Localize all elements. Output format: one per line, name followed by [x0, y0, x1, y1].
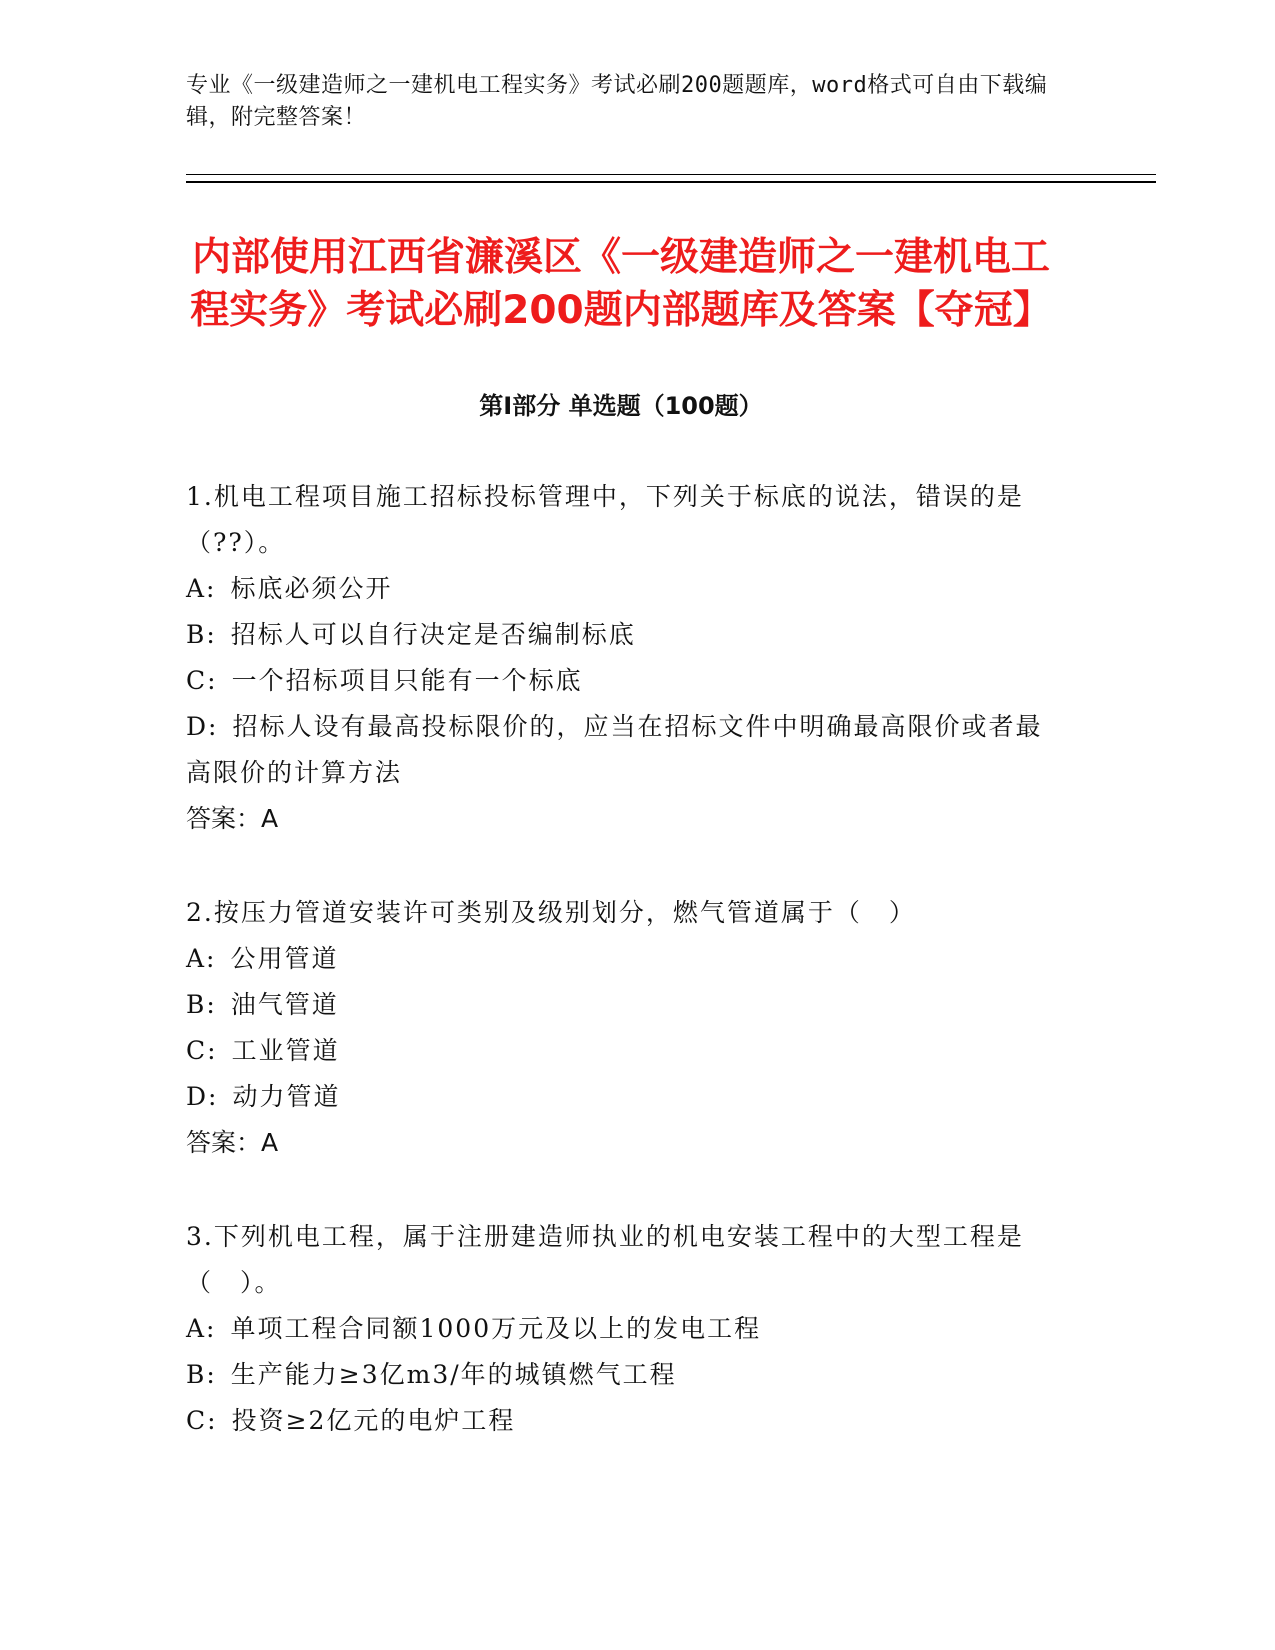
option-text: 标底必须公开	[230, 574, 393, 603]
option-a	[186, 1306, 1056, 1352]
document-page	[186, 70, 1156, 1492]
option-b	[186, 982, 1056, 1028]
option-text: 投资≥2亿元的电炉工程	[231, 1406, 516, 1435]
option-letter: A:	[186, 1314, 217, 1343]
option-text: 生产能力≥3亿m3/年的城镇燃气工程	[230, 1360, 677, 1389]
option-text: 招标人设有最高投标限价的，应当在招标文件中明确最高限价或者最高限价的计算方法	[186, 712, 1043, 787]
header-note: 专业《一级建造师之一建机电工程实务》考试必刷200题题库，word格式可自由下载编辑，附完整答案！	[186, 73, 1048, 130]
question-1	[186, 474, 1156, 842]
option-b	[186, 612, 1056, 658]
answer-line: 答案：A	[186, 804, 279, 833]
option-text: 油气管道	[230, 990, 339, 1019]
option-text: 公用管道	[230, 944, 339, 973]
option-c	[186, 1398, 1056, 1444]
option-text: 工业管道	[231, 1036, 340, 1065]
option-c	[186, 658, 1056, 704]
question-stem: 1.机电工程项目施工招标投标管理中，下列关于标底的说法，错误的是（??）。	[186, 482, 1024, 557]
document-title: 内部使用江西省濂溪区《一级建造师之一建机电工程实务》考试必刷200题内部题库及答案【夺冠】	[190, 235, 1052, 333]
option-letter: D:	[186, 712, 219, 741]
option-d	[186, 704, 1056, 796]
option-letter: A:	[186, 944, 217, 973]
option-a	[186, 936, 1056, 982]
option-c	[186, 1028, 1056, 1074]
option-letter: C:	[186, 1036, 218, 1065]
option-text: 招标人可以自行决定是否编制标底	[230, 620, 636, 649]
question-3	[186, 1214, 1156, 1444]
section-title: 第Ⅰ部分 单选题（100题）	[479, 392, 763, 420]
option-text: 动力管道	[232, 1082, 341, 1111]
option-letter: C:	[186, 666, 218, 695]
option-letter: B:	[186, 620, 217, 649]
option-letter: A:	[186, 574, 217, 603]
option-b	[186, 1352, 1056, 1398]
option-text: 一个招标项目只能有一个标底	[231, 666, 583, 695]
option-a	[186, 566, 1056, 612]
option-letter: B:	[186, 990, 217, 1019]
question-stem: 2.按压力管道安装许可类别及级别划分，燃气管道属于（ ）	[186, 898, 916, 927]
option-letter: C:	[186, 1406, 218, 1435]
option-letter: B:	[186, 1360, 217, 1389]
question-2	[186, 890, 1156, 1166]
question-stem: 3.下列机电工程，属于注册建造师执业的机电安装工程中的大型工程是（ ）。	[186, 1222, 1024, 1297]
header-divider	[186, 174, 1156, 183]
option-text: 单项工程合同额1000万元及以上的发电工程	[230, 1314, 762, 1343]
question-list	[186, 474, 1156, 1444]
option-d	[186, 1074, 1056, 1120]
answer-line: 答案：A	[186, 1128, 279, 1157]
option-letter: D:	[186, 1082, 219, 1111]
